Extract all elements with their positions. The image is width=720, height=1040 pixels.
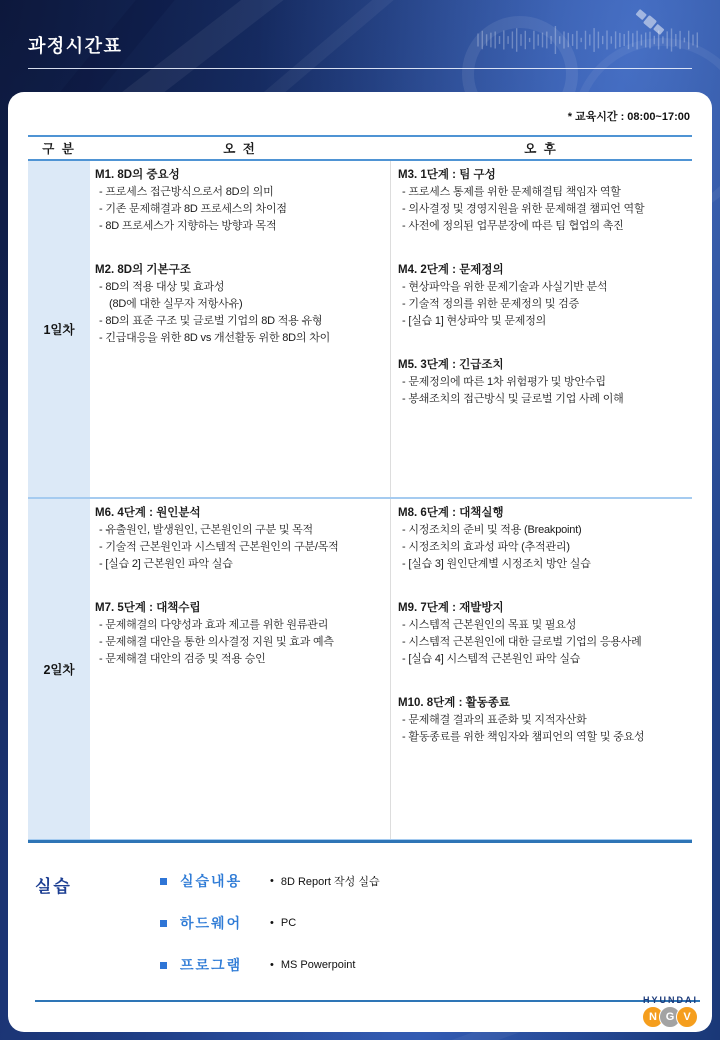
module-line: - 문제해결 대안을 통한 의사결정 지원 및 효과 예측 — [99, 636, 334, 648]
module-title: M3. 1단계 : 팀 구성 — [398, 169, 496, 181]
square-bullet-icon — [160, 878, 167, 885]
day-row — [28, 497, 692, 839]
hyundai-ngv-logo — [642, 995, 698, 1028]
dot-bullet-icon: • — [270, 875, 274, 887]
module-line: - [실습 1] 현상파악 및 문제정의 — [402, 315, 547, 327]
afternoon-cell — [390, 161, 692, 497]
module-line: - 긴급대응을 위한 8D vs 개선활동 위한 8D의 차이 — [99, 332, 331, 344]
module-block — [398, 505, 690, 573]
afternoon-cell — [390, 499, 692, 839]
module-block — [95, 262, 388, 347]
module-line: - 의사결정 및 경영지원을 위한 문제해결 챔피언 역할 — [402, 203, 645, 215]
square-bullet-icon — [160, 920, 167, 927]
practice-value — [270, 959, 355, 971]
module-title: M8. 6단계 : 대책실행 — [398, 507, 504, 519]
day-row — [28, 161, 692, 497]
module-title: M10. 8단계 : 활동종료 — [398, 697, 511, 709]
module-title: M7. 5단계 : 대책수립 — [95, 602, 201, 614]
module-line: - 프로세스 접근방식으로서 8D의 의미 — [99, 186, 274, 198]
module-line: - 문제정의에 따른 1차 위험평가 및 방안수립 — [402, 376, 606, 388]
module-line: - 기존 문제해결과 8D 프로세스의 차이점 — [99, 203, 287, 215]
module-line: - [실습 3] 원인단계별 시정조치 방안 실습 — [402, 558, 591, 570]
module-line: - 문제해결의 다양성과 효과 제고를 위한 원류관리 — [99, 619, 329, 631]
col-header-morning: 오 전 — [223, 142, 257, 156]
practice-value-text: 8D Report 작성 실습 — [280, 876, 380, 888]
logo-letter-circle: G — [659, 1006, 681, 1028]
module-line: - 봉쇄조치의 접근방식 및 글로벌 기업 사례 이해 — [402, 393, 624, 405]
practice-value-text: MS Powerpoint — [280, 959, 356, 971]
logo-letter-circle: N — [642, 1006, 664, 1028]
module-line: - 프로세스 통제를 위한 문제해결팀 책임자 역할 — [402, 186, 621, 198]
square-bullet-icon — [160, 962, 167, 969]
module-line: - 사전에 정의된 업무분장에 따른 팀 협업의 촉진 — [402, 220, 624, 232]
module-line: - 8D의 표준 구조 및 글로벌 기업의 8D 적용 유형 — [99, 315, 323, 327]
dot-bullet-icon: • — [270, 917, 274, 929]
practice-label: 프로그램 — [180, 957, 243, 973]
module-title: M9. 7단계 : 재발방지 — [398, 602, 504, 614]
hyundai-wordmark: HYUNDAI — [642, 995, 698, 1005]
col-header-category: 구 분 — [42, 142, 76, 156]
module-line: - 활동종료를 위한 책임자와 챔피언의 역할 및 중요성 — [402, 731, 645, 743]
dot-bullet-icon: • — [270, 959, 274, 971]
practice-rows — [160, 858, 695, 974]
practice-value-text: PC — [280, 917, 297, 929]
practice-row — [160, 914, 695, 932]
footer-divider — [35, 1000, 700, 1002]
morning-cell — [90, 499, 390, 839]
practice-heading: 실습 — [35, 877, 72, 896]
module-line: - 문제해결 결과의 표준화 및 지적자산화 — [402, 714, 587, 726]
module-line: - [실습 2] 근본원인 파악 실습 — [99, 558, 233, 570]
module-line: - 8D의 적용 대상 및 효과성 — [99, 281, 225, 293]
ngv-circles-icon — [642, 1006, 698, 1028]
practice-row — [160, 872, 695, 890]
module-title: M4. 2단계 : 문제정의 — [398, 264, 504, 276]
module-block — [95, 600, 388, 668]
col-header-afternoon: 오 후 — [524, 142, 558, 156]
practice-label: 실습내용 — [180, 873, 243, 889]
module-line: - 시스템적 근본원인의 목표 및 필요성 — [402, 619, 577, 631]
module-block — [398, 262, 690, 330]
logo-letter-circle: V — [676, 1006, 698, 1028]
table-header-row — [28, 135, 692, 161]
module-block — [398, 167, 690, 235]
module-line: - 유출원인, 발생원인, 근본원인의 구분 및 목적 — [99, 524, 313, 536]
day-label: 1일차 — [28, 161, 90, 497]
module-line: - [실습 4] 시스템적 근본원인 파악 실습 — [402, 653, 581, 665]
module-line: - 시정조치의 효과성 파악 (추적관리) — [402, 541, 570, 553]
day-label: 2일차 — [28, 499, 90, 839]
practice-label: 하드웨어 — [180, 915, 243, 931]
module-block — [95, 505, 388, 573]
table-bottom-border — [28, 839, 692, 843]
module-title: M5. 3단계 : 긴급조치 — [398, 359, 504, 371]
edu-time-note: * 교육시간 : 08:00~17:00 — [567, 111, 690, 123]
module-line: - 현상파악을 위한 문제기술과 사실기반 분석 — [402, 281, 608, 293]
module-line: - 문제해결 대안의 검증 및 적용 승인 — [99, 653, 266, 665]
table-body — [28, 161, 692, 839]
module-line: - 8D 프로세스가 지향하는 방향과 목적 — [99, 220, 277, 232]
content-card — [8, 92, 712, 1032]
morning-cell — [90, 161, 390, 497]
module-title: M1. 8D의 중요성 — [95, 169, 180, 181]
module-title: M6. 4단계 : 원인분석 — [95, 507, 201, 519]
module-line: - 시정조치의 준비 및 적용 (Breakpoint) — [402, 524, 582, 536]
module-line: - 기술적 정의를 위한 문제정의 및 검증 — [402, 298, 579, 310]
practice-row — [160, 956, 695, 974]
practice-value — [270, 917, 296, 929]
practice-value — [270, 873, 380, 889]
module-block — [398, 357, 690, 408]
practice-section — [35, 858, 695, 974]
module-line: (8D에 대한 실무자 저항사유) — [109, 298, 243, 310]
module-line: - 시스템적 근본원인에 대한 글로벌 기업의 응용사례 — [402, 636, 642, 648]
module-block — [95, 167, 388, 235]
schedule-table — [28, 135, 692, 843]
module-block — [398, 695, 690, 746]
module-line: - 기술적 근본원인과 시스템적 근본원인의 구분/목적 — [99, 541, 339, 553]
module-title: M2. 8D의 기본구조 — [95, 264, 191, 276]
title-underline — [28, 68, 692, 69]
module-block — [398, 600, 690, 668]
page-title: 과정시간표 — [28, 36, 123, 56]
